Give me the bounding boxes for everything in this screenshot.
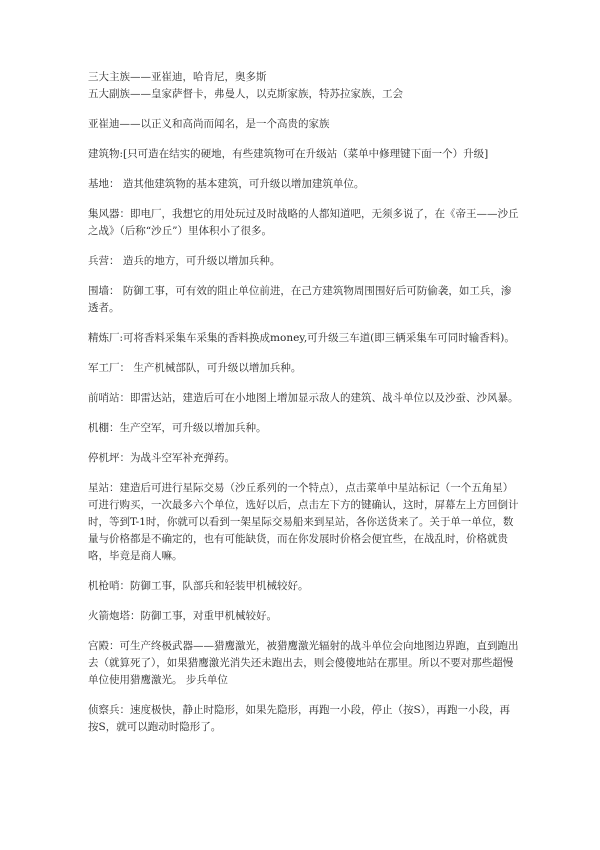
paragraph-barracks: 兵营： 造兵的地方，可升级以增加兵种。 <box>88 255 281 267</box>
paragraph-atreides: 亚崔迪——以正义和高尚而闻名，是一个高贵的家族 <box>88 118 330 130</box>
paragraph-refinery: 精炼厂:可将香料采集车采集的香料换成money,可升级三车道(即三辆采集车可同时输香料)。 <box>88 332 515 344</box>
paragraph-starport: 星站：建造后可进行星际交易（沙丘系列的一个特点），点击菜单中星站标记（一个五角星）可进行购买，一次最多六个单位，选好以后，点击左下方的键确认，这时，屏幕左上方回倒计时，等到T-1时，你就可以看到一架星际交易船来到星站，各你送货来了。关于单一单位，数量与价格都是不确定的，也有可能缺货，而在你发展时价格会便宜些，在战乱时，价格就贵咯，毕竟是商人嘛。 <box>88 482 519 562</box>
paragraph-palace: 宫殿：可生产终极武器——猎鹰激光，被猎鹰激光辐射的战斗单位会向地图边界跑，直到跑出去（就算死了），如果猎鹰激光消失还未跑出去，则会傻傻地站在那里。所以不要对那些超慢单位使用猎鹰激光。 步兵单位 <box>88 640 519 686</box>
paragraph-rocket-turret: 火箭炮塔：防御工事，对重甲机械较好。 <box>88 610 277 622</box>
paragraph-base: 基地： 造其他建筑物的基本建筑，可升级以增加建筑单位。 <box>88 178 365 190</box>
paragraph-sub-clans: 五大副族——皇家萨督卡，弗曼人，以克斯家族，特苏拉家族，工会 <box>88 88 403 100</box>
paragraph-main-clans: 三大主族——亚崔迪，哈肯尼，奥多斯 <box>88 71 267 83</box>
paragraph-buildings: 建筑物:[只可造在结实的硬地，有些建筑物可在升级站（菜单中修理键下面一个）升级] <box>88 148 489 160</box>
paragraph-hangar: 机棚：生产空军，可升级以增加兵种。 <box>88 422 267 434</box>
paragraph-factory: 军工厂： 生产机械部队，可升级以增加兵种。 <box>88 362 302 374</box>
paragraph-scout: 侦察兵：速度极快，静止时隐形，如果先隐形，再跑一小段，停止（按S），再跑一小段，再按S，就可以跑动时隐形了。 <box>88 704 510 733</box>
paragraph-gun-turret: 机枪哨：防御工事，队部兵和轻装甲机械较好。 <box>88 580 309 592</box>
paragraph-windtrap: 集风器：即电厂，我想它的用处玩过及时战略的人都知道吧，无须多说了，在《帝王——沙丘之战》（后称“沙丘”）里体积小了很多。 <box>88 208 519 237</box>
paragraph-wall: 围墙： 防御工事，可有效的阻止单位前进，在己方建筑物周围围好后可防偷袭，如工兵，渗透者。 <box>88 285 512 314</box>
paragraph-outpost: 前哨站：即雷达站，建造后可在小地图上增加显示敌人的建筑、战斗单位以及沙蚕、沙风暴。 <box>88 392 519 404</box>
paragraph-helipad: 停机坪：为战斗空军补充弹药。 <box>88 452 235 464</box>
document-page <box>88 69 520 749</box>
